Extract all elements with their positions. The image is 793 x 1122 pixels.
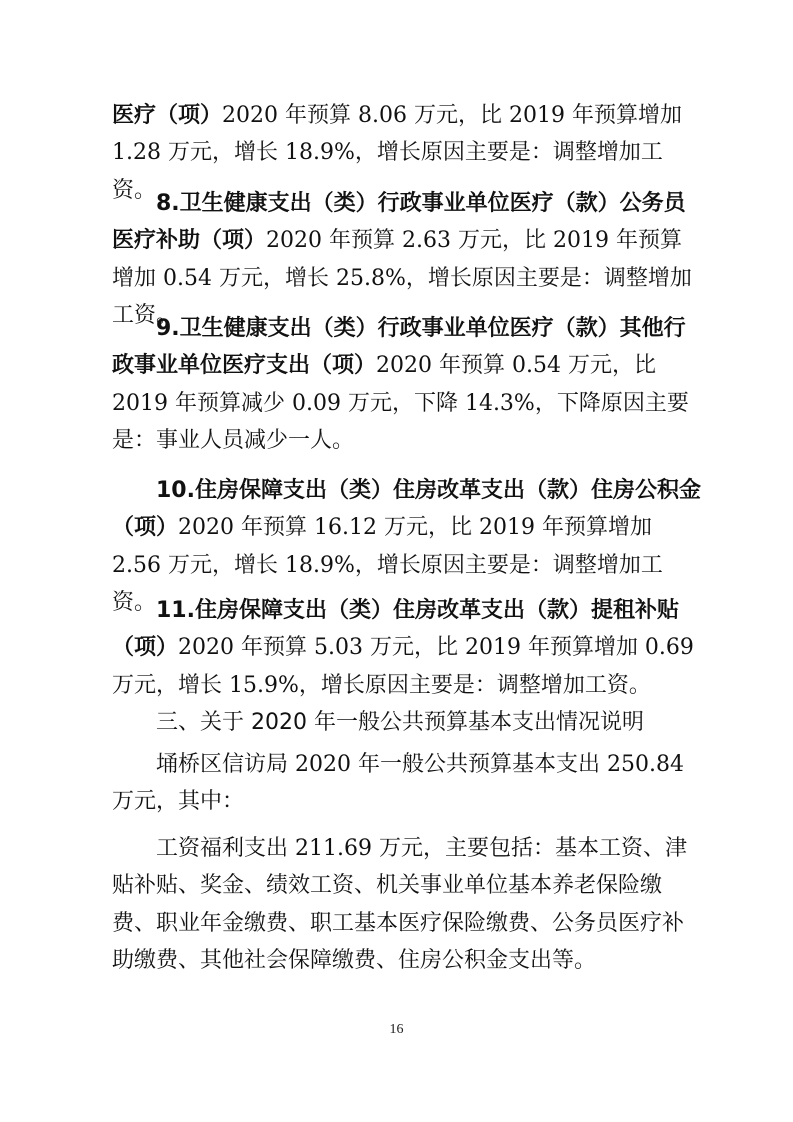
item-title: 9.卫生健康支出（类）行政事业单位医疗（款）其他行政事业单位医疗支出（项）: [112, 316, 686, 379]
item-title: 医疗（项）: [112, 103, 223, 128]
item-text: 2020 年预算 0.54 万元，比 2019 年预算减少 0.09 万元，下降 14.3%，下降原因主要是：事业人员减少一人。: [112, 353, 689, 453]
item-title: 8.卫生健康支出（类）行政事业单位医疗（款）公务员医疗补助（项）: [112, 191, 686, 254]
paragraph-wage-welfare: 工资福利支出 211.69 万元，主要包括：基本工资、津贴补贴、奖金、绩效工资、机关事业单位基本养老保险缴费、职业年金缴费、职工基本医疗保险缴费、公务员医疗补助缴费、其他社会保障缴费、住房公积金支出等。: [112, 836, 687, 973]
page-number: 16: [389, 1022, 404, 1037]
item-text: 2020 年预算 16.12 万元，比 2019 年预算增加 2.56 万元，增长 18.9%，增长原因主要是：调整增加工资。: [112, 515, 663, 615]
item-text: 2020 年预算 5.03 万元，比 2019 年预算增加 0.69 万元，增长 15.9%，增长原因主要是：调整增加工资。: [112, 635, 694, 698]
paragraph-item-11: [112, 592, 702, 704]
paragraph-item-9: [112, 310, 702, 459]
item-title: 10.住房保障支出（类）住房改革支出（款）住房公积金（项）: [112, 478, 701, 541]
section-heading: 三、关于 2020 年一般公共预算基本支出情况说明: [156, 710, 644, 735]
paragraph-basic-expenditure: 埇桥区信访局 2020 年一般公共预算基本支出 250.84 万元，其中：: [112, 752, 684, 815]
item-text: 2020 年预算 2.63 万元，比 2019 年预算增加 0.54 万元，增长 25.8%，增长原因主要是：调整增加工资。: [112, 228, 692, 328]
item-text: 2020 年预算 8.06 万元，比 2019 年预算增加 1.28 万元，增长 18.9%，增长原因主要是：调整增加工资。: [112, 103, 682, 203]
item-title: 11.住房保障支出（类）住房改革支出（款）提租补贴（项）: [112, 598, 679, 661]
